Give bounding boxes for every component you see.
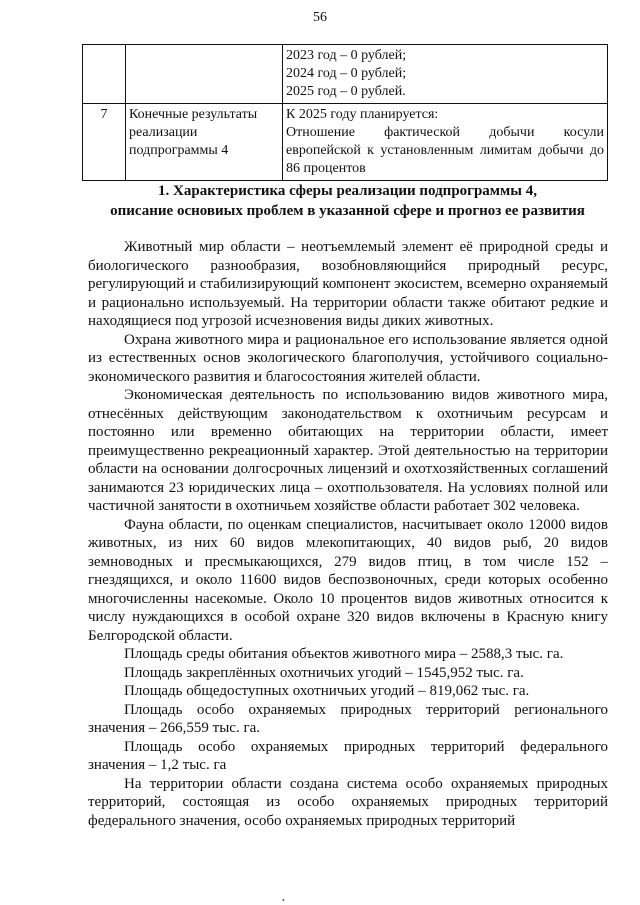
section-body — [88, 238, 608, 830]
row-name-cell — [126, 45, 283, 104]
paragraph: Площадь общедоступных охотничьих угодий – 819,062 тыс. га. — [124, 683, 530, 699]
result-line: Отношение фактической добычи косули европейской к установленным лимитам добычи до 86 процентов — [286, 125, 604, 176]
paragraph: Экономическая деятельность по использованию видов животного мира, отнесённых действующим законодательством к охотничьим ресурсам и постоянно или временно обитающих на территории области, имеет преимущественно рекреационный характер. Этой деятельностью на территории области на основании долгосрочных лицензий и охотхозяйственных соглашений занимаются 23 юридических лица – охотпользователя. На условиях полной или частичной занятости в охотничьем хозяйстве области работает 302 человека. — [88, 387, 608, 514]
paragraph: Площадь особо охраняемых природных территорий регионального значения – 266,559 тыс. га. — [88, 701, 608, 736]
paragraph: Животный мир области – неотъемлемый элемент её природной среды и биологического разнообразия, возобновляющийся природный ресурс, регулирующий и стабилизирующий компонент экосистем, всемерно охраняемый и рационально используемый. На территории области также обитают редкие и находящиеся под угрозой исчезновения виды диких животных. — [88, 239, 608, 329]
paragraph: Площадь закреплённых охотничьих угодий – 1545,952 тыс. га. — [124, 664, 524, 681]
row-content-cell — [283, 45, 608, 104]
section-heading — [85, 181, 610, 221]
row-name-cell: Конечные результаты реализации подпрограммы 4 — [126, 104, 283, 181]
section-heading-line: 1. Характеристика сферы реализации подпрограммы 4, — [158, 183, 537, 199]
program-passport-table — [82, 44, 608, 181]
paragraph: Охрана животного мира и рациональное его использование является одной из естественных основ экологического благополучия, устойчивого социально-экономического развития и благосостояния жителей области. — [88, 331, 608, 385]
paragraph: Фауна области, по оценкам специалистов, насчитывает около 12000 видов животных, из них 60 видов млекопитающих, 40 видов рыб, 20 видов земноводных и пресмыкающихся, 279 видов птиц, в том числе 152 – гнездящихся, и около 11600 видов беспозвоночных, среди которых особенно многочисленны насекомые. Около 10 процентов видов животных относится к числу нуждающихся в особой охране 320 видов включены в Красную книгу Белгородской области. — [88, 516, 608, 644]
funding-line: 2025 год – 0 рублей. — [286, 84, 406, 99]
result-line: К 2025 году планируется: — [286, 107, 439, 122]
funding-line: 2024 год – 0 рублей; — [286, 66, 407, 81]
paragraph: На территории области создана система особо охраняемых природных территорий, состоящая из особо охраняемых природных территорий федерального значения, особо охраняемых природных территорий — [88, 775, 608, 829]
paragraph: Площадь особо охраняемых природных территорий федерального значения – 1,2 тыс. га — [88, 738, 608, 773]
row-number-cell: 7 — [83, 104, 126, 181]
table-row — [83, 104, 608, 181]
table-row — [83, 45, 608, 104]
row-number-cell — [83, 45, 126, 104]
row-content-cell — [283, 104, 608, 181]
paragraph: Площадь среды обитания объектов животного мира – 2588,3 тыс. га. — [124, 646, 564, 662]
section-heading-line: описание основиых проблем в указанной сфере и прогноз ее развития — [110, 203, 585, 219]
scan-speck: • — [282, 896, 285, 905]
page-number: 56 — [313, 10, 327, 25]
funding-line: 2023 год – 0 рублей; — [286, 48, 407, 63]
